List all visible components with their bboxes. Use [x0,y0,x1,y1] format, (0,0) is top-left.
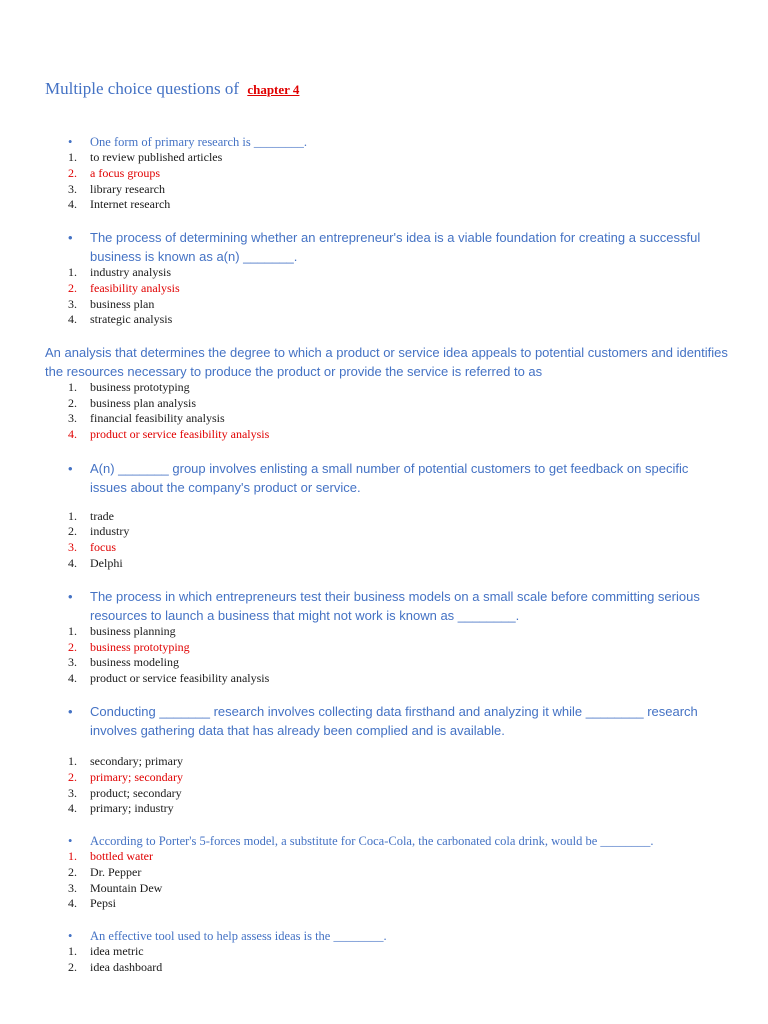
chapter-link[interactable]: chapter 4 [247,82,300,97]
question-3: An analysis that determines the degree to which a product or service idea appeals to potential customers and identifies the resources necessary to produce the product or provide the service is referred to as [45,345,728,379]
bullet-icon: • [68,135,73,149]
question-text: According to Porter's 5-forces model, a substitute for Coca-Cola, the carbonated cola drink, would be ________. [90,834,654,848]
bullet-icon: • [68,929,73,943]
bullet-icon: • [68,704,73,719]
question-text: The process in which entrepreneurs test their business models on a small scale before committing serious resources to launch a business that might not work is known as ________. [90,589,700,623]
document-page: Multiple choice questions of chapter 4 • One form of primary research is ________. 1. to review published articles 2. a focus groups 3. library research 4. Internet research • The process of determining whether an entrepreneur's idea is a viable foundation for creating a successful business is known as a(n) _______. 1. industry analysis 2. feasibility analysis 3. business plan 4. strategic analysis An analysis that determines the degree to which a product or service idea appeals to potential customers and identifies the resources necessary to produce the product or provide the service is referred to as 1. business prototyping 2. business plan analysis 3. financial feasibility analysis 4. product or service feasibility analysis • A(n) _______ group involves enlisting a small number of potential customers to get feedback on specific issues about the company's product or service. 1. trade 2. industry 3. focus 4. Delphi • The process in which entrepreneurs test their business models on a small scale before committing serious resources to launch a business that might not work is known as ________. 1. business planning 2. business prototyping 3. business modeling 4. product or service feasibility analysis • Conducting _______ research involves collecting data firsthand and analyzing it while ________ research involves gathering data that has already been complied and is available. 1. secondary; primary 2. primary; secondary 3. product; secondary 4. primary; industry • According to Porter's 5-forces model, a substitute for Coca-Cola, the carbonated cola drink, would be ________. 1. bottled water 2. Dr. Pepper 3. Mountain Dew 4. Pepsi • An effective tool used to help assess ideas is the ________. 1. idea metric 2. idea dashboard [0,0,768,1024]
question-text: Conducting _______ research involves collecting data firsthand and analyzing it while ________ research involves gathering data that has already been complied and is available. [90,704,698,738]
question-text: A(n) _______ group involves enlisting a small number of potential customers to get feedback on specific issues about the company's product or service. [90,461,689,495]
page-title [45,79,299,99]
question-4 [68,459,728,497]
bullet-icon: • [68,834,73,848]
title-text: Multiple choice questions of [45,79,240,98]
question-text: One form of primary research is ________. [90,135,307,149]
bullet-icon: • [68,589,73,604]
bullet-icon: • [68,230,73,245]
question-6 [68,702,728,740]
question-text: The process of determining whether an entrepreneur's idea is a viable foundation for creating a successful business is known as a(n) _______. [90,230,701,264]
question-2 [68,228,728,266]
question-text: An effective tool used to help assess ideas is the ________. [90,929,387,943]
bullet-icon: • [68,461,73,476]
question-5 [68,587,728,625]
